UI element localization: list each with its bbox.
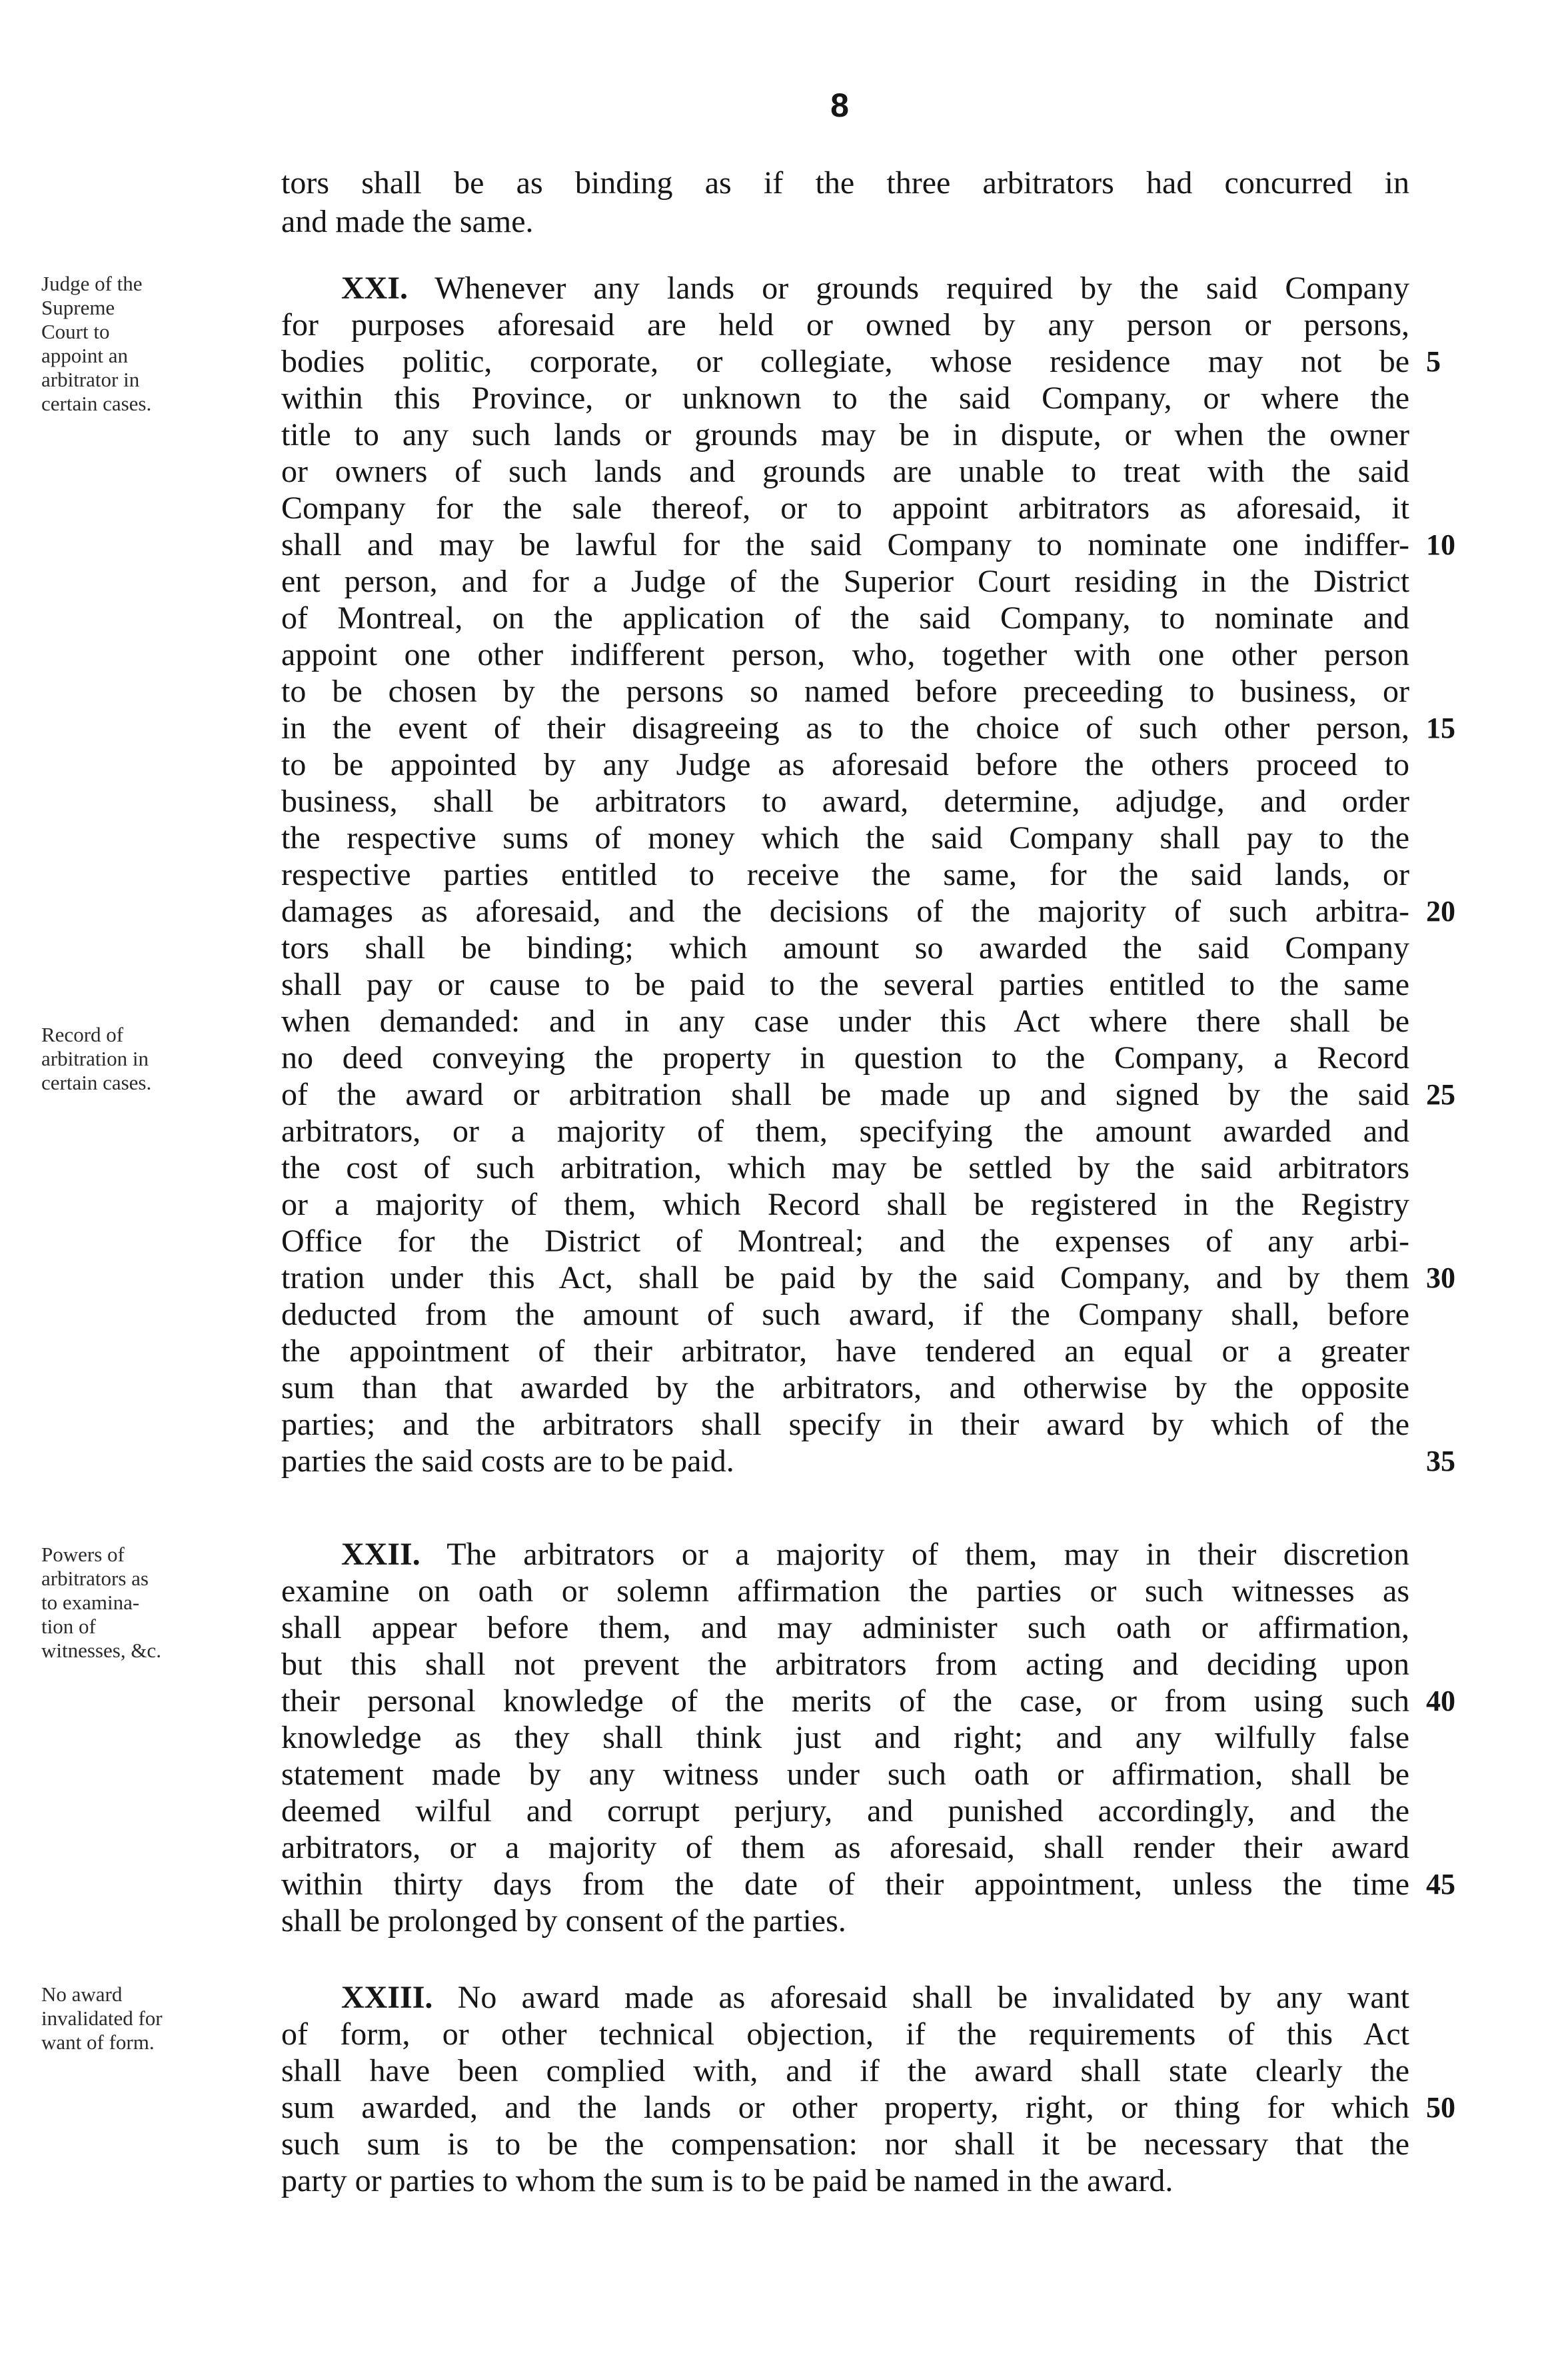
text-line: respective parties entitled to receive the same, for the said lands, or [281, 857, 1409, 892]
text-line: their personal knowledge of the merits of the case, or from using such [281, 1683, 1409, 1719]
margin-note-line: want of form. [41, 2030, 155, 2054]
margin-note-line: appoint an [41, 344, 128, 367]
margin-note-line: tion of [41, 1615, 96, 1638]
line-number: 5 [1426, 345, 1441, 378]
text-line: shall and may be lawful for the said Company to nominate one indiffer- [281, 527, 1409, 562]
section-number: XXI. [341, 271, 408, 306]
text-line: shall appear before them, and may administer such oath or affirmation, [281, 1610, 1409, 1645]
line-number: 20 [1426, 895, 1455, 928]
margin-note-line: Judge of the [41, 272, 143, 295]
text-line: shall pay or cause to be paid to the several parties entitled to the same [281, 967, 1409, 1002]
text-line: tors shall be binding; which amount so awarded the said Company [281, 930, 1409, 966]
text-line: knowledge as they shall think just and right; and any wilfully false [281, 1720, 1409, 1755]
margin-note-line: Powers of [41, 1543, 125, 1566]
line-number: 45 [1426, 1868, 1455, 1901]
margin-note-line: No award [41, 1982, 123, 2006]
section-number: XXII. [341, 1537, 420, 1572]
margin-note-line: certain cases. [41, 1071, 152, 1094]
margin-note-judge [41, 272, 268, 416]
margin-note-line: certain cases. [41, 392, 152, 415]
text-line: tors shall be as binding as if the three arbitrators had concurred in [281, 165, 1409, 201]
text-line: within this Province, or unknown to the said Company, or where the [281, 381, 1409, 416]
margin-note-line: witnesses, &c. [41, 1639, 161, 1662]
text-line: to be appointed by any Judge as aforesaid before the others proceed to [281, 747, 1409, 782]
text-line: to be chosen by the persons so named before preceeding to business, or [281, 674, 1409, 709]
margin-note-line: Court to [41, 320, 110, 343]
text-line: tration under this Act, shall be paid by the said Company, and by them [281, 1260, 1409, 1295]
text-line: Company for the sale thereof, or to appoint arbitrators as aforesaid, it [281, 490, 1409, 526]
text-line: the respective sums of money which the said Company shall pay to the [281, 820, 1409, 856]
text-line: sum awarded, and the lands or other property, right, or thing for which [281, 2090, 1409, 2125]
text-line: XXII. The arbitrators or a majority of them, may in their discretion [341, 1537, 1409, 1572]
text-line: parties the said costs are to be paid. [281, 1443, 734, 1479]
text-line: arbitrators, or a majority of them as aforesaid, shall render their award [281, 1830, 1409, 1865]
text-line: deemed wilful and corrupt perjury, and punished accordingly, and the [281, 1793, 1409, 1829]
text-line: XXIII. No award made as aforesaid shall be invalidated by any want [341, 1980, 1410, 2015]
text-line: arbitrators, or a majority of them, specifying the amount awarded and [281, 1114, 1409, 1149]
margin-note-line: to examina- [41, 1591, 140, 1614]
line-number: 40 [1426, 1685, 1455, 1717]
text-line: damages as aforesaid, and the decisions of the majority of such arbitra- [281, 894, 1409, 929]
text-line: or a majority of them, which Record shall be registered in the Registry [281, 1187, 1409, 1222]
text-line: statement made by any witness under such oath or affirmation, shall be [281, 1757, 1409, 1792]
margin-note-line: arbitrator in [41, 368, 140, 391]
text-line: in the event of their disagreeing as to the choice of such other person, [281, 710, 1409, 746]
text-line: of Montreal, on the application of the said Company, to nominate and [281, 600, 1409, 636]
text-line: party or parties to whom the sum is to be paid be named in the award. [281, 2163, 1174, 2198]
text-line: business, shall be arbitrators to award, determine, adjudge, and order [281, 784, 1409, 819]
text-line: appoint one other indifferent person, who, together with one other person [281, 637, 1409, 672]
margin-note-line: arbitrators as [41, 1567, 149, 1590]
text-line: ent person, and for a Judge of the Superior Court residing in the District [281, 564, 1409, 599]
text-line: bodies politic, corporate, or collegiate, whose residence may not be [281, 344, 1409, 379]
margin-note-record [41, 1023, 268, 1095]
line-number: 35 [1426, 1445, 1455, 1477]
margin-note-powers [41, 1543, 268, 1663]
margin-note-line: Record of [41, 1023, 124, 1046]
text-line: and made the same. [281, 204, 534, 239]
text-line: title to any such lands or grounds may be in dispute, or when the owner [281, 417, 1409, 452]
text-line: such sum is to be the compensation: nor shall it be necessary that the [281, 2126, 1409, 2162]
text-line: shall be prolonged by consent of the parties. [281, 1903, 846, 1939]
text-line: XXI. Whenever any lands or grounds required by the said Company [341, 271, 1409, 306]
text-line: but this shall not prevent the arbitrators from acting and deciding upon [281, 1647, 1409, 1682]
text-line: examine on oath or solemn affirmation the parties or such witnesses as [281, 1573, 1409, 1609]
text-line: of form, or other technical objection, if the requirements of this Act [281, 2016, 1409, 2052]
text-line: the cost of such arbitration, which may be settled by the said arbitrators [281, 1150, 1409, 1185]
line-number: 10 [1426, 528, 1455, 561]
line-number: 15 [1426, 712, 1455, 744]
page-number: 8 [830, 87, 849, 124]
margin-note-line: invalidated for [41, 2006, 163, 2030]
text-line: the appointment of their arbitrator, have tendered an equal or a greater [281, 1333, 1409, 1369]
section-number: XXIII. [341, 1980, 433, 2015]
text-line: shall have been complied with, and if the award shall state clearly the [281, 2053, 1409, 2088]
text-line: Office for the District of Montreal; and the expenses of any arbi- [281, 1223, 1409, 1259]
text-line: or owners of such lands and grounds are unable to treat with the said [281, 454, 1409, 489]
text-line: no deed conveying the property in question to the Company, a Record [281, 1040, 1409, 1076]
line-number: 25 [1426, 1078, 1455, 1111]
line-number: 50 [1426, 2091, 1455, 2124]
margin-note-award [41, 1982, 268, 2054]
text-line: sum than that awarded by the arbitrators, and otherwise by the opposite [281, 1370, 1409, 1405]
text-line: for purposes aforesaid are held or owned by any person or persons, [281, 307, 1409, 343]
line-number: 30 [1426, 1261, 1455, 1294]
text-line: of the award or arbitration shall be made up and signed by the said [281, 1077, 1409, 1112]
margin-note-line: arbitration in [41, 1047, 149, 1070]
text-line: deducted from the amount of such award, if the Company shall, before [281, 1297, 1409, 1332]
text-line: when demanded: and in any case under this Act where there shall be [281, 1004, 1409, 1039]
text-line: within thirty days from the date of their appointment, unless the time [281, 1867, 1409, 1902]
text-line: parties; and the arbitrators shall specify in their award by which of the [281, 1407, 1409, 1442]
margin-note-line: Supreme [41, 296, 115, 319]
